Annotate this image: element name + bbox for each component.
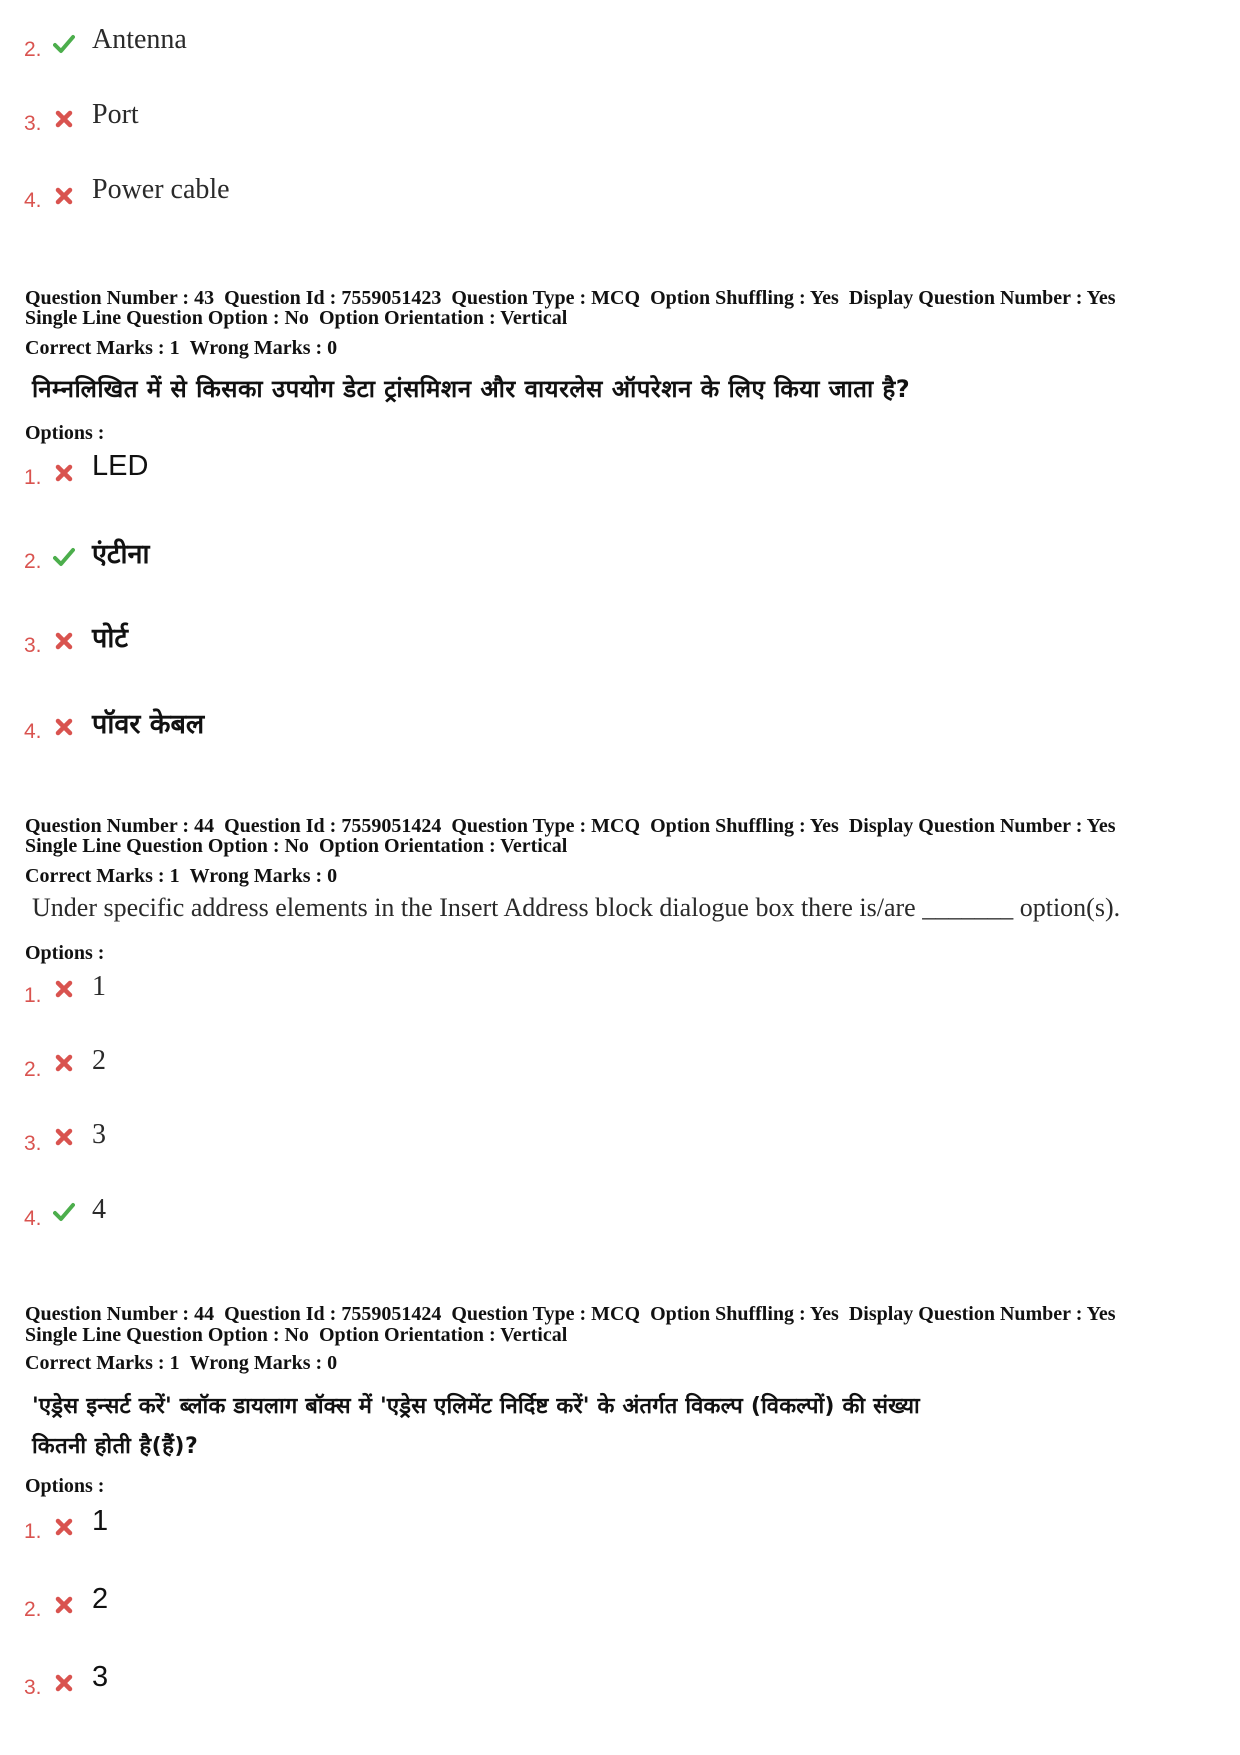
cross-icon	[53, 1052, 75, 1074]
option-text: Antenna	[92, 24, 187, 55]
option-number: 3.	[24, 112, 42, 135]
option-number: 4.	[24, 189, 42, 212]
cross-icon	[53, 185, 75, 207]
option-text: एंटीना	[92, 539, 150, 570]
options-label: Options :	[25, 942, 105, 964]
option-number: 2.	[24, 1598, 42, 1621]
option-text: 1	[92, 971, 106, 1002]
question-marks: Correct Marks : 1 Wrong Marks : 0	[25, 1352, 338, 1374]
option-text: 3	[92, 1661, 109, 1693]
question-meta-line1: Question Number : 44 Question Id : 7559051424 Question Type : MCQ Option Shuffling : Yes Display Question Number : Yes	[25, 1303, 1116, 1325]
question-meta-line1: Question Number : 43 Question Id : 7559051423 Question Type : MCQ Option Shuffling : Yes Display Question Number : Yes	[25, 287, 1116, 309]
cross-icon	[53, 1672, 75, 1694]
question-marks: Correct Marks : 1 Wrong Marks : 0	[25, 865, 338, 887]
option-text: 1	[92, 1505, 109, 1537]
option-number: 3.	[24, 1676, 42, 1699]
cross-icon	[53, 978, 75, 1000]
cross-icon	[53, 1126, 75, 1148]
option-text: LED	[92, 450, 149, 482]
option-number: 1.	[24, 1520, 42, 1543]
option-text: 2	[92, 1045, 106, 1076]
cross-icon	[53, 630, 75, 652]
option-number: 1.	[24, 984, 42, 1007]
question-text-line2: कितनी होती है(हैं)?	[32, 1434, 199, 1459]
option-number: 2.	[24, 550, 42, 573]
option-text: पॉवर केबल	[92, 709, 205, 740]
question-meta-line1: Question Number : 44 Question Id : 7559051424 Question Type : MCQ Option Shuffling : Yes Display Question Number : Yes	[25, 815, 1116, 837]
question-meta-line2: Single Line Question Option : No Option Orientation : Vertical	[25, 1324, 568, 1346]
cross-icon	[53, 716, 75, 738]
option-number: 1.	[24, 466, 42, 489]
option-number: 2.	[24, 1058, 42, 1081]
cross-icon	[53, 1594, 75, 1616]
option-number: 3.	[24, 634, 42, 657]
cross-icon	[53, 1516, 75, 1538]
question-meta-line2: Single Line Question Option : No Option Orientation : Vertical	[25, 835, 568, 857]
check-icon	[53, 33, 75, 55]
option-text: 3	[92, 1119, 106, 1150]
option-number: 4.	[24, 720, 42, 743]
check-icon	[53, 1201, 75, 1223]
cross-icon	[53, 108, 75, 130]
question-text-line1: 'एड्रेस इन्सर्ट करें' ब्लॉक डायलाग बॉक्स में 'एड्रेस एलिमेंट निर्दिष्ट करें' के अंतर्गत विकल्प (विकल्पों) की संख्या	[32, 1394, 920, 1419]
option-text: Port	[92, 99, 139, 130]
option-text: पोर्ट	[92, 623, 128, 654]
question-text: निम्नलिखित में से किसका उपयोग डेटा ट्रांसमिशन और वायरलेस ऑपरेशन के लिए किया जाता है?	[32, 375, 911, 403]
options-label: Options :	[25, 422, 105, 444]
question-text: Under specific address elements in the Insert Address block dialogue box there is/are _______ option(s).	[32, 893, 1121, 922]
option-text: 2	[92, 1583, 109, 1615]
check-icon	[53, 546, 75, 568]
options-label: Options :	[25, 1475, 105, 1497]
question-marks: Correct Marks : 1 Wrong Marks : 0	[25, 337, 338, 359]
question-meta-line2: Single Line Question Option : No Option Orientation : Vertical	[25, 307, 568, 329]
option-number: 2.	[24, 38, 42, 61]
option-number: 3.	[24, 1132, 42, 1155]
cross-icon	[53, 462, 75, 484]
option-text: 4	[92, 1194, 106, 1225]
option-text: Power cable	[92, 174, 230, 205]
option-number: 4.	[24, 1207, 42, 1230]
